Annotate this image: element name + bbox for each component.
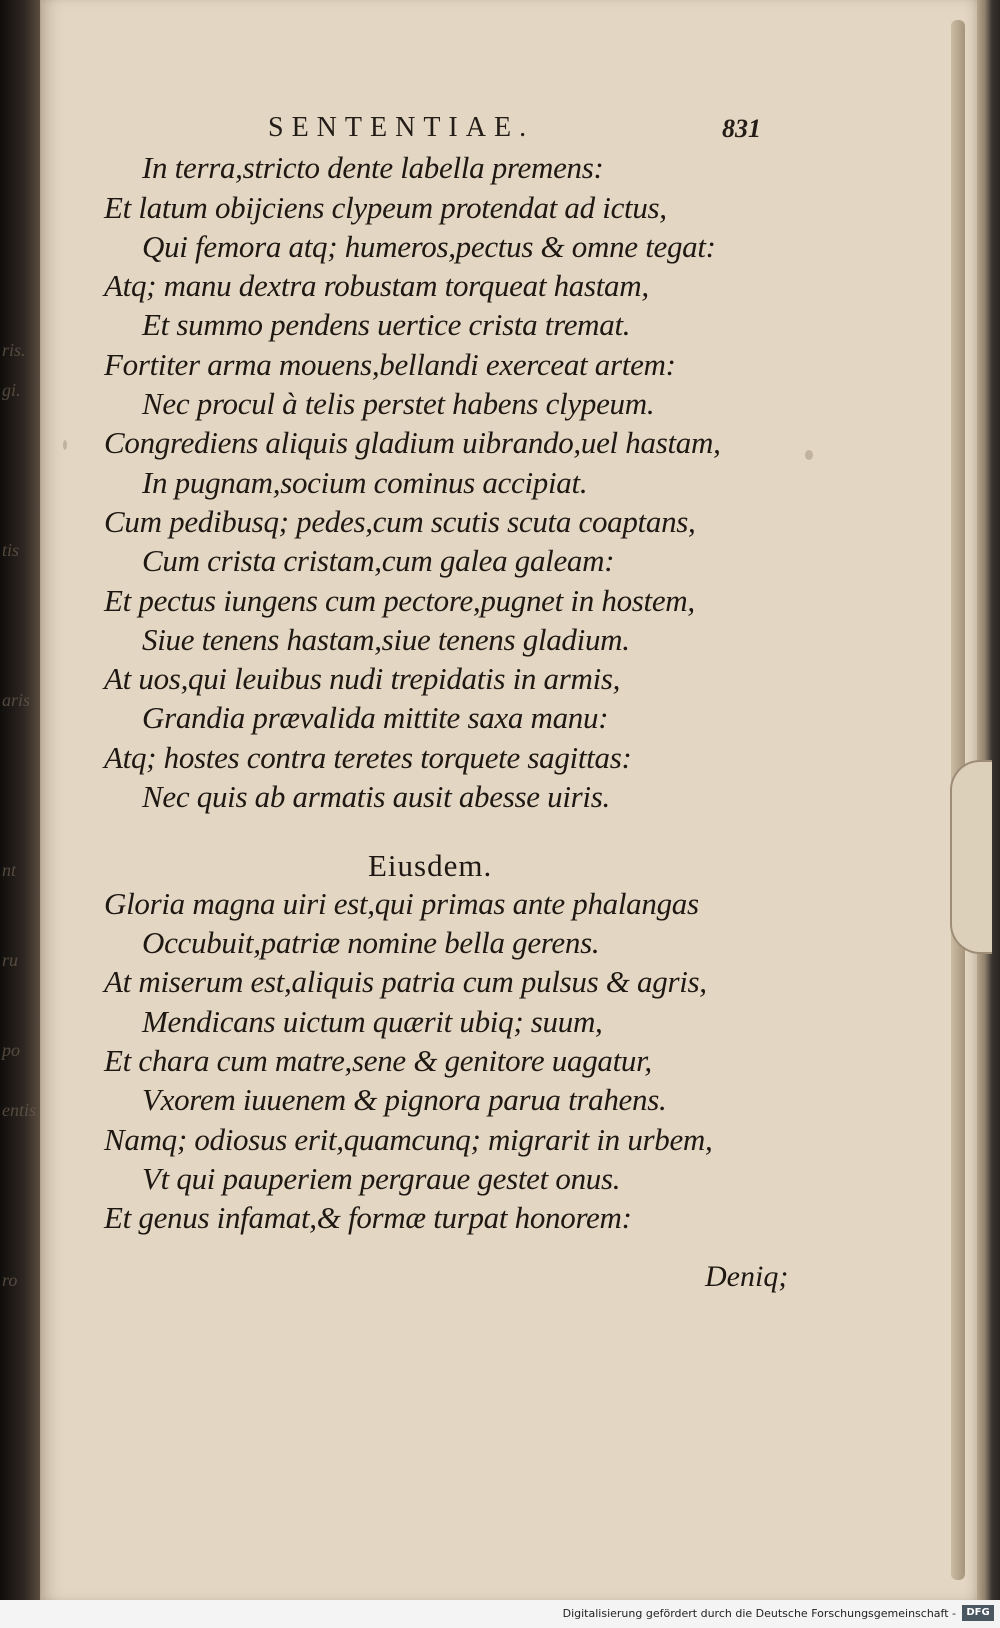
page-number: 831 <box>722 114 761 143</box>
verse-line: Et summo pendens uertice crista tremat. <box>142 307 631 342</box>
margin-fragment: tis <box>2 540 20 560</box>
catchword: Deniq; <box>705 1260 789 1293</box>
verse-line: In pugnam,socium cominus accipiat. <box>142 465 588 500</box>
verse-line: At uos,qui leuibus nudi trepidatis in armis, <box>104 661 621 696</box>
margin-fragment: aris <box>2 690 31 710</box>
margin-fragment: gi. <box>2 380 21 400</box>
verse-line: Et chara cum matre,sene & genitore uagatur, <box>104 1043 652 1078</box>
verse-line: In terra,stricto dente labella premens: <box>142 150 604 185</box>
verse-line: Nec procul à telis perstet habens clypeum. <box>142 386 655 421</box>
verse-line: Nec quis ab armatis ausit abesse uiris. <box>142 779 610 814</box>
verse-line: Namq; odiosus erit,quamcunq; migrarit in urbem, <box>104 1122 713 1157</box>
verse-line: Cum crista cristam,cum galea galeam: <box>142 543 615 578</box>
margin-fragment: nt <box>2 860 17 880</box>
verse-line: Vxorem iuuenem & pignora parua trahens. <box>142 1082 667 1117</box>
dfg-logo-icon: DFG <box>962 1605 994 1621</box>
margin-fragment: ro <box>2 1270 18 1290</box>
verse-line: Et genus infamat,& formæ turpat honorem: <box>104 1200 632 1235</box>
verse-line: Qui femora atq; humeros,pectus & omne tegat: <box>142 229 716 264</box>
verse-line: Siue tenens hastam,siue tenens gladium. <box>142 622 630 657</box>
footer-credit: Digitalisierung gefördert durch die Deutsche Forschungsgemeinschaft - <box>562 1607 956 1620</box>
margin-fragment: ru <box>2 950 19 970</box>
verse-line: Congrediens aliquis gladium uibrando,uel hastam, <box>104 425 721 460</box>
verse-line: Mendicans uictum quærit ubiq; suum, <box>142 1004 603 1039</box>
verse-line: Gloria magna uiri est,qui primas ante phalangas <box>104 886 699 921</box>
verse-line: Grandia prævalida mittite saxa manu: <box>142 700 609 735</box>
verse-line: Atq; manu dextra robustam torqueat hastam, <box>104 268 649 303</box>
verse-line: Vt qui pauperiem pergraue gestet onus. <box>142 1161 621 1196</box>
running-head: SENTENTIAE. <box>268 112 535 143</box>
margin-fragment: ris. <box>2 340 26 360</box>
verse-line: Et pectus iungens cum pectore,pugnet in hostem, <box>104 583 695 618</box>
verse-line: Et latum obijciens clypeum protendat ad ictus, <box>104 190 667 225</box>
verse-line: Cum pedibusq; pedes,cum scutis scuta coaptans, <box>104 504 696 539</box>
digitization-footer <box>0 1600 1000 1628</box>
margin-fragment: po <box>2 1040 20 1060</box>
verse-line: At miserum est,aliquis patria cum pulsus & agris, <box>104 964 707 999</box>
verse-line: Fortiter arma mouens,bellandi exerceat artem: <box>104 347 676 382</box>
verse-line: Atq; hostes contra teretes torquete sagittas: <box>104 740 632 775</box>
verse-line: Occubuit,patriæ nomine bella gerens. <box>142 925 600 960</box>
section-title: Eiusdem. <box>368 848 493 883</box>
margin-fragment: entis <box>2 1100 36 1120</box>
